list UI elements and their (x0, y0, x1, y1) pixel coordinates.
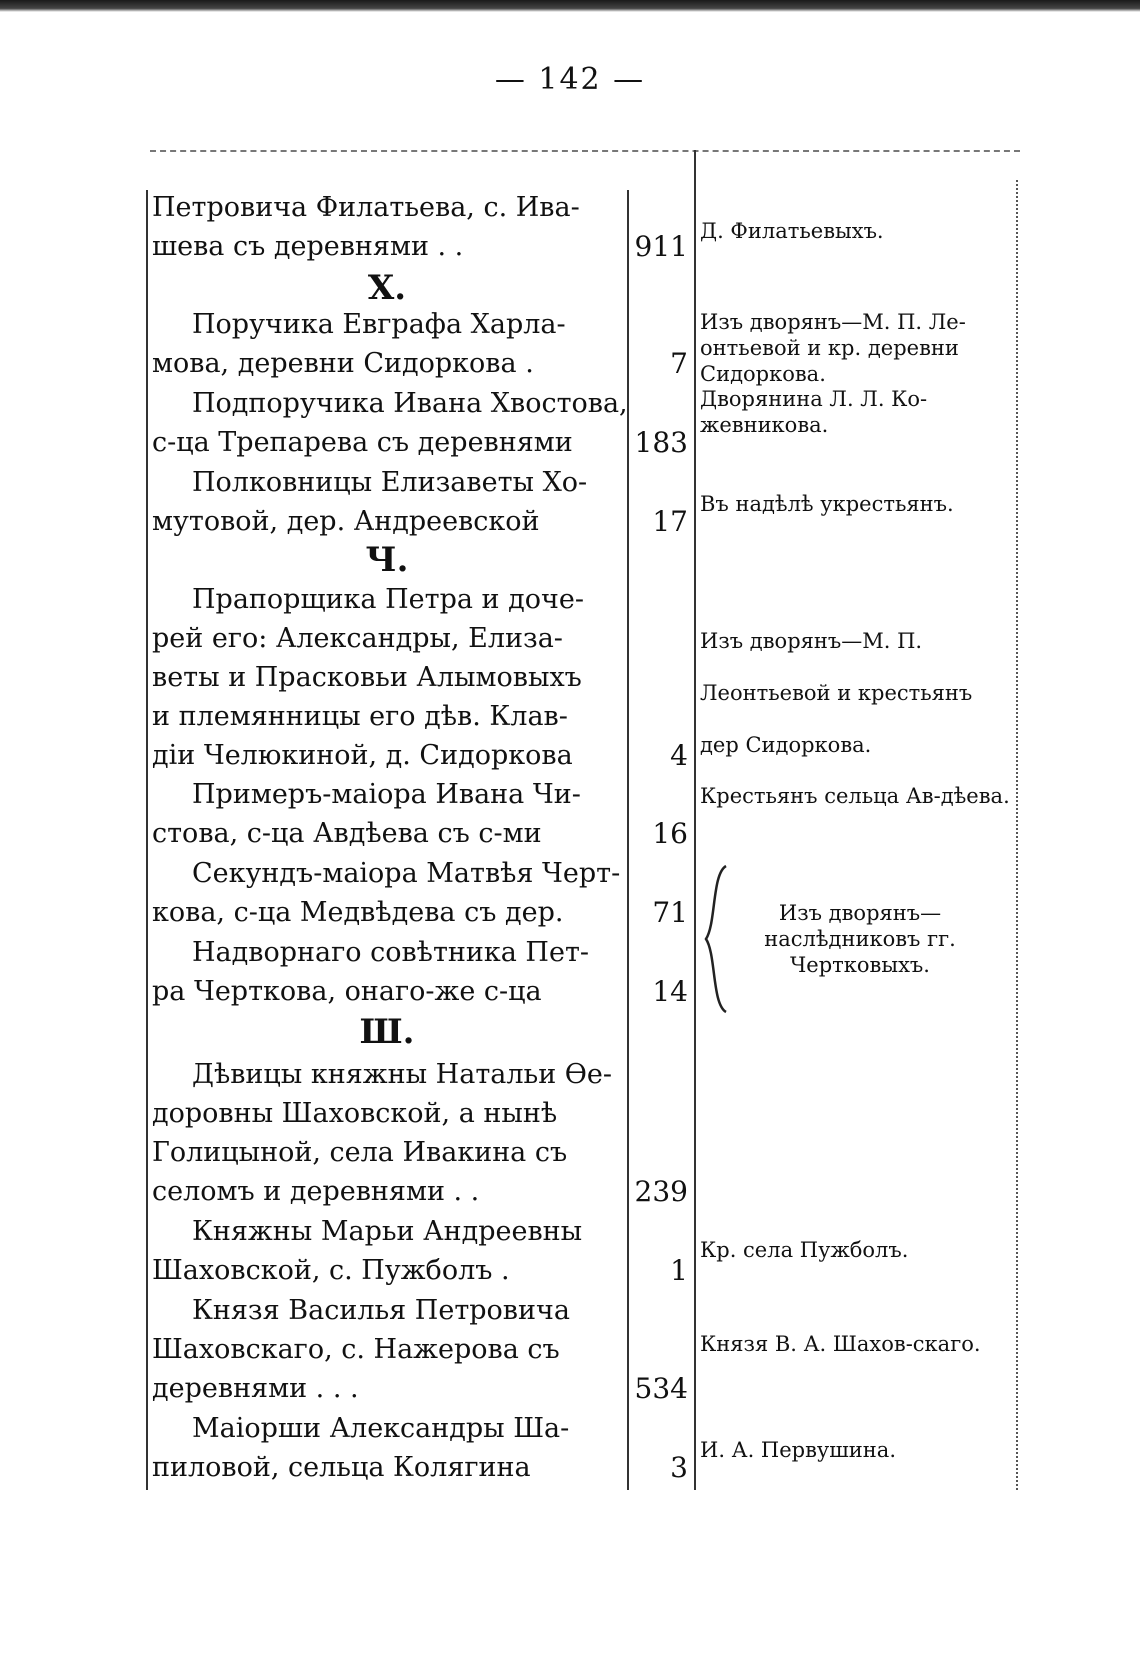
entry-line: Полковницы Елизаветы Хо- (192, 467, 588, 498)
entry-count: 4 (670, 739, 688, 772)
entry-line: ра Черткова, онаго-же с-ца (152, 976, 542, 1007)
entry-line: Подпоручика Ивана Хвостова, (192, 388, 628, 419)
entry-note-line: Леонтьевой и крестьянъ (700, 681, 973, 705)
entry-count: 534 (634, 1372, 688, 1405)
entry-count: 183 (634, 426, 688, 459)
entry-line: кова, с-ца Медвѣдева съ дер. (152, 897, 564, 928)
entry-name (152, 1055, 622, 1211)
entry-name (152, 384, 628, 462)
entry-line: Надворнаго совѣтника Пет- (192, 937, 590, 968)
entry-line: дiи Челюкиной, д. Сидоркова (152, 740, 573, 771)
brace-note-line: Чертковыхъ. (790, 953, 930, 977)
entry-count: 16 (652, 817, 688, 850)
section-letter: Ш. (359, 1012, 415, 1052)
entry-name (152, 1212, 622, 1290)
entry-line: Маiорши Александры Ша- (192, 1413, 570, 1444)
entry-line: Княжны Марьи Андреевны (192, 1216, 583, 1247)
entry-count: 239 (634, 1175, 688, 1208)
entry-note-line: Изъ дворянъ—М. П. (700, 629, 923, 653)
entry-count: 7 (670, 347, 688, 380)
entry-line: шева съ деревнями . . (152, 231, 464, 262)
entry-line: мова, деревни Сидоркова . (152, 348, 534, 379)
entry-note-line: дер Сидоркова. (700, 733, 872, 757)
entry-count: 14 (652, 975, 688, 1008)
entry-line: Голицыной, села Ивакина съ (152, 1137, 568, 1168)
brace-note (730, 900, 990, 978)
section-letter: Ч. (365, 540, 409, 580)
entry-note: Крестьянъ сельца Ав-дѣева. (700, 784, 1010, 808)
left-column-rule (146, 190, 148, 1490)
entry-name (152, 1291, 622, 1408)
entry-name (152, 305, 622, 383)
entry-note: Д. Филатьевыхъ. (700, 219, 884, 243)
entry-count: 3 (670, 1451, 688, 1484)
entry-line: пиловой, сельца Колягина (152, 1452, 531, 1483)
entry-line: Шаховскаго, с. Нажерова съ (152, 1334, 560, 1365)
entry-line: селомъ и деревнями . . (152, 1176, 480, 1207)
entry-name (152, 775, 622, 853)
entry-line: рей его: Александры, Елиза- (152, 623, 563, 654)
entry-note: Въ надѣлѣ укрестьянъ. (700, 492, 954, 516)
entry-count: 17 (652, 505, 688, 538)
entry-line: стова, с-ца Авдѣева съ с-ми (152, 818, 542, 849)
brace-note-line: наслѣдниковъ гг. (764, 927, 956, 951)
entry-count: 71 (652, 896, 688, 929)
header-dashed-rule (150, 150, 1020, 152)
entry-note: Князя В. А. Шахов-скаго. (700, 1332, 981, 1356)
section-letter: Х. (367, 268, 407, 308)
entry-name (152, 188, 622, 266)
top-border-rule (0, 0, 1140, 12)
entry-line: Дѣвицы княжны Натальи Ѳе- (192, 1059, 613, 1090)
entry-line: деревнями . . . (152, 1373, 359, 1404)
entry-line: Петровича Филатьева, с. Ива- (152, 192, 580, 223)
entry-line: с-ца Трепарева съ деревнями (152, 427, 573, 458)
entry-line: Шаховской, с. Пужболъ . (152, 1255, 510, 1286)
entry-line: Секундъ-маiора Матвѣя Черт- (192, 858, 621, 889)
entry-name (152, 854, 622, 932)
entry-line: Примеръ-маiора Ивана Чи- (192, 779, 581, 810)
entry-count: 911 (634, 230, 688, 263)
entry-line: и племянницы его дѣв. Клав- (152, 701, 568, 732)
entry-line: доровны Шаховской, а нынѣ (152, 1098, 558, 1129)
left-brace-icon (702, 864, 732, 1014)
entry-note: Изъ дворянъ—М. П. Ле-онтьевой и кр. деревни Сидоркова. (700, 310, 966, 386)
entry-line: Прапорщика Петра и доче- (192, 584, 584, 615)
brace-note-line: Изъ дворянъ— (778, 901, 942, 925)
entry-name (152, 933, 622, 1011)
count-column-right-rule (694, 150, 696, 1490)
entry-line: веты и Прасковьи Алымовыхъ (152, 662, 582, 693)
entry-note: Кр. села Пужболъ. (700, 1238, 909, 1262)
page-number: — 142 — (494, 62, 646, 97)
entry-name (152, 1409, 622, 1487)
entry-note: И. А. Первушина. (700, 1438, 896, 1462)
entry-count: 1 (670, 1254, 688, 1287)
entry-name (152, 580, 622, 775)
entry-line: Князя Василья Петровича (192, 1295, 570, 1326)
entry-name (152, 463, 622, 541)
entry-line: мутовой, дер. Андреевской (152, 506, 540, 537)
entry-line: Поручика Евграфа Харла- (192, 309, 566, 340)
entry-note: Дворянина Л. Л. Ко-жевникова. (700, 387, 928, 437)
